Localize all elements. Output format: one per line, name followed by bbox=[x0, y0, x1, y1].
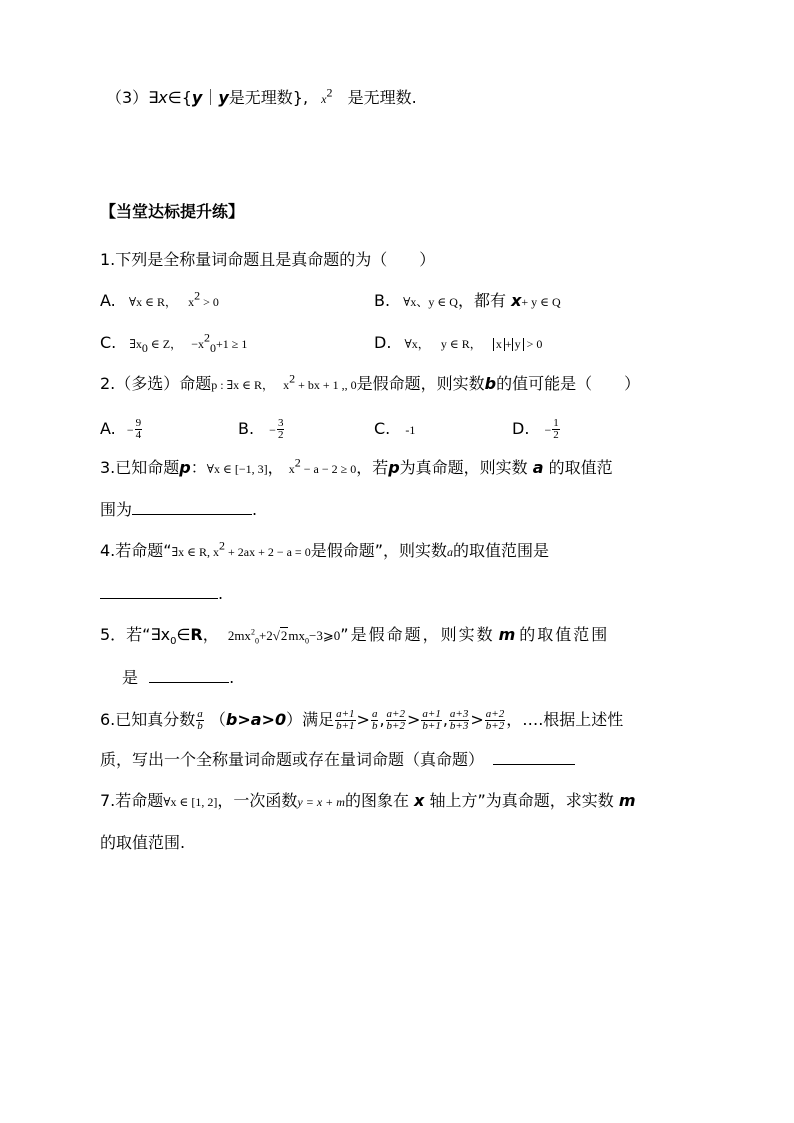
fraction: $\frac{3}{2}$ bbox=[277, 417, 284, 441]
question-3-line-2: 围为 . bbox=[100, 500, 258, 519]
question-3-line-1: 3.已知命题p：∀x ∈ [−1, 3]， $x^2 - a - 2 \ge 0$，若p为真命题，则实数 a 的取值范 bbox=[100, 455, 613, 477]
fraction: $\frac{a+3}{b+3}$ bbox=[449, 708, 469, 732]
fraction: $\frac{a+2}{b+2}$ bbox=[386, 708, 405, 732]
question-7-line-1: 7.若命题∀x ∈ [1, 2]，一次函数y = x + m的图象在 x 轴上方”为真命题，求实数 m bbox=[100, 791, 636, 810]
fraction: $\frac{a+2}{b+2}$ bbox=[485, 708, 505, 732]
question-5-line-2: 是 . bbox=[122, 668, 235, 687]
answer-blank[interactable] bbox=[100, 582, 218, 599]
q1-option-c: C. $\exists x_0$ ∈ Z， $-x^2_0+1 \ge 1$ bbox=[100, 330, 248, 356]
q1-option-d: D. ∀x， y ∈ R， x + y > 0 bbox=[374, 333, 543, 352]
fraction: $\frac{a+1}{b+1}$ bbox=[422, 708, 441, 732]
answer-blank[interactable] bbox=[149, 666, 229, 683]
question-7-line-2: 的取值范围. bbox=[100, 833, 186, 852]
question-5-line-1: 5．若“$\exists x_0\in R$， $2mx^2_0+2√2mx_0-3⩾0$”是假命题，则实数 m 的取值范围 bbox=[100, 625, 610, 648]
q1-option-a: A. ∀x ∈ R， $x^2 > 0$ bbox=[100, 288, 219, 310]
q2-option-b: B. − $\frac{3}{2}$ bbox=[238, 417, 284, 441]
question-6-line-2: 质，写出一个全称量词命题或存在量词命题（真命题） bbox=[100, 748, 575, 771]
fraction: $\frac{1}{2}$ bbox=[553, 417, 559, 441]
item-3-line: （3）∃x∈{y｜y是无理数}, $x^2$ 是无理数. bbox=[106, 85, 417, 107]
fraction: $\frac{9}{4}$ bbox=[135, 417, 142, 441]
fraction: $\frac{a}{b}$ bbox=[371, 708, 378, 732]
question-2-stem: 2.（多选）命题p : ∃x ∈ R， $x^2$ + bx + 1 ,, 0是假命题，则实数b的值可能是（ ） bbox=[100, 371, 641, 393]
question-4-line-1: 4.若命题“∃x ∈ R, $x^2 + 2ax + 2 - a = 0$是假命题”，则实数a的取值范围是 bbox=[100, 538, 550, 560]
fraction: $\frac{a+1}{b+1}$ bbox=[336, 708, 355, 732]
q2-option-c: C. -1 bbox=[374, 419, 416, 438]
question-6-line-1: 6.已知真分数 $\frac{a}{b}$ （b>a>0）满足 $\frac{a+1}{b+1}$ > $\frac{a}{b}$ , $\frac{a+2}{b+2}$ > $\frac{a+1}{b+1}$ , $\frac{a+3}{b+3}$ > $\frac{a+2}{b+2}$ ，….根据上述性 bbox=[100, 708, 624, 732]
answer-blank[interactable] bbox=[132, 498, 252, 515]
section-title: 【当堂达标提升练】 bbox=[100, 202, 245, 221]
answer-blank[interactable] bbox=[493, 748, 575, 765]
question-1-stem: 1.下列是全称量词命题且是真命题的为（ ） bbox=[100, 250, 436, 269]
fraction: $\frac{a}{b}$ bbox=[197, 708, 203, 732]
question-4-line-2: . bbox=[100, 582, 223, 605]
q2-option-d: D. − $\frac{1}{2}$ bbox=[512, 417, 559, 441]
q2-option-a: A. − $\frac{9}{4}$ bbox=[100, 417, 142, 441]
q1-option-b: B. ∀x、y ∈ Q，都有 x+ y ∈ Q bbox=[374, 291, 561, 310]
